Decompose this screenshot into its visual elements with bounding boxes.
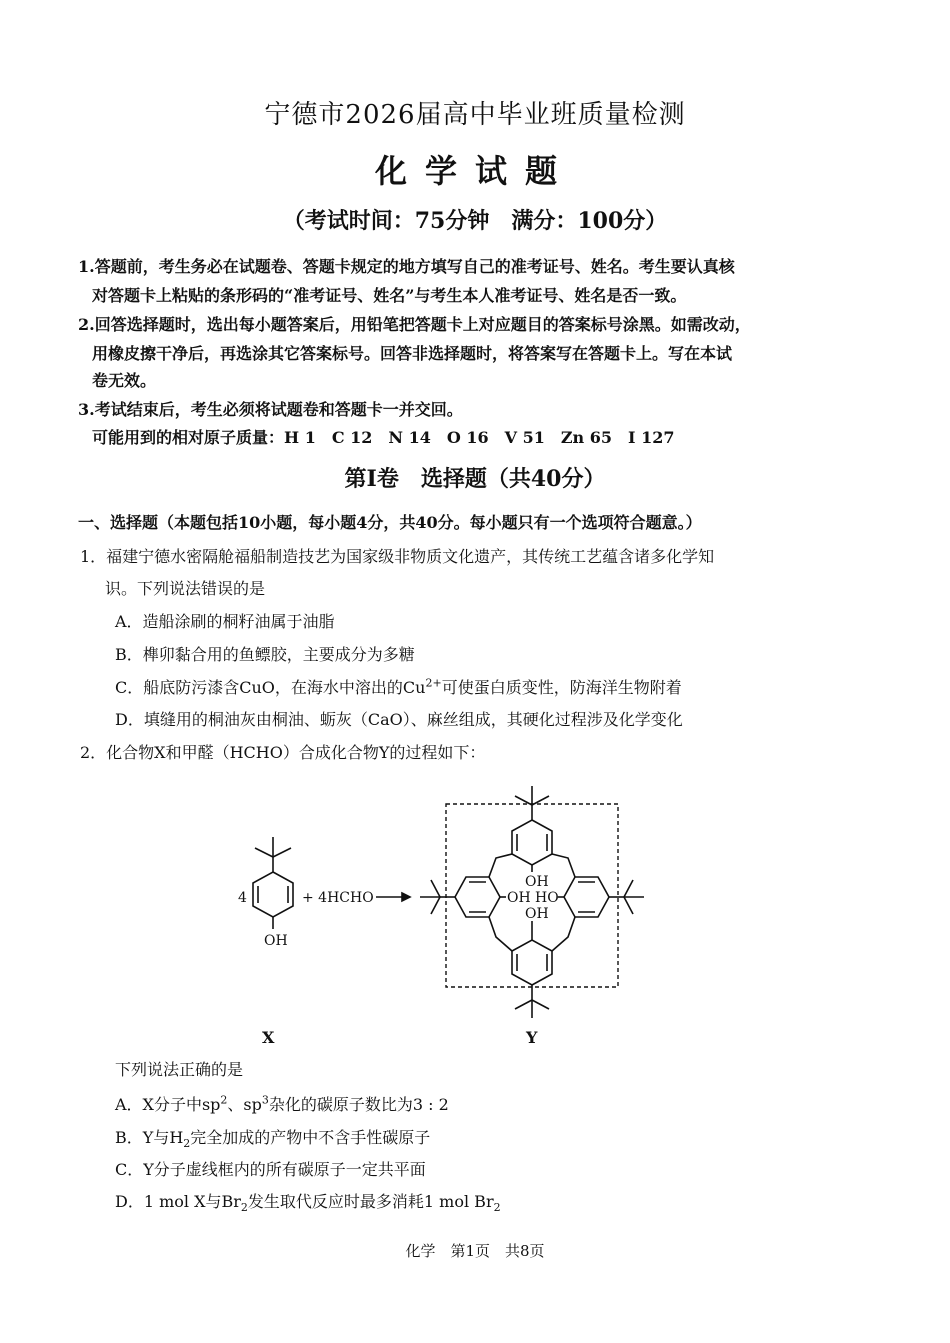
exam-school-title: 宁德市2026届高中毕业班质量检测: [264, 100, 686, 130]
instruction-2-line-3: 卷无效。: [92, 371, 157, 390]
dashed-frame: [446, 804, 618, 987]
exam-subject-title: 化学试题: [374, 152, 575, 190]
y-oh-bottom-label: OH: [525, 906, 549, 922]
y-oh-left-label: OH: [507, 890, 531, 906]
y-oh-top-label: OH: [525, 874, 549, 890]
instruction-1-line-2: 对答题卡上粘贴的条形码的“准考证号、姓名”与考生本人准考证号、姓名是否一致。: [92, 286, 687, 305]
instruction-3: 3.考试结束后，考生必须将试题卷和答题卡一并交回。: [78, 400, 463, 419]
reagent-hcho: + 4HCHO: [302, 890, 374, 906]
x-oh-label: OH: [264, 933, 288, 949]
q1-option-c: C．船底防污漆含CuO，在海水中溶出的$Cu^{2+}$可使蛋白质变性，防海洋生物附着: [115, 676, 682, 697]
reaction-arrow-head: [402, 893, 410, 901]
instruction-2-line-2: 用橡皮擦干净后，再选涂其它答案标号。回答非选择题时，将答案写在答题卡上。写在本试: [92, 344, 733, 363]
molecule-x-structure: [253, 837, 293, 929]
reaction-scheme: [0, 770, 950, 1070]
q2-option-c: C．Y分子虚线框内的所有碳原子一定共平面: [115, 1160, 426, 1179]
q2-option-d: D．1 mol X与$Br_2$发生取代反应时最多消耗1 mol $Br_2$: [115, 1192, 501, 1215]
y-ho-right-label: HO: [535, 890, 559, 906]
q2-prompt: 下列说法正确的是: [115, 1060, 244, 1079]
coefficient-4: 4: [238, 890, 247, 906]
q2-option-a: A．X分子中$sp^2$、$sp^3$杂化的碳原子数比为3 : 2: [115, 1093, 449, 1114]
section-title: 第Ⅰ卷 选择题（共40分）: [344, 466, 606, 492]
exam-time-info: （考试时间：75分钟 满分：100分）: [282, 208, 668, 234]
page-footer: 化学 第1页 共8页: [405, 1242, 545, 1260]
q1-stem-line-1: 1．福建宁德水密隔舱福船制造技艺为国家级非物质文化遗产，其传统工艺蕴含诸多化学知: [80, 547, 715, 566]
q1-option-a: A．造船涂刷的桐籽油属于油脂: [115, 612, 335, 631]
atomic-mass-line: 可能用到的相对原子质量：H 1 C 12 N 14 O 16 V 51 Zn 65 I 127: [92, 428, 675, 447]
q2-option-b: B．Y与$H_2$完全加成的产物中不含手性碳原子: [115, 1128, 431, 1151]
instruction-2-line-1: 2.回答选择题时，选出每小题答案后，用铅笔把答题卡上对应题目的答案标号涂黑。如需改动，: [78, 315, 751, 334]
q1-option-b: B．榫卯黏合用的鱼鳔胶，主要成分为多糖: [115, 645, 415, 664]
molecule-y-structure: [420, 786, 644, 1018]
instruction-1-line-1: 1.答题前，考生务必在试题卷、答题卡规定的地方填写自己的准考证号、姓名。考生要认真核: [78, 257, 735, 276]
q2-stem: 2．化合物X和甲醛（HCHO）合成化合物Y的过程如下：: [80, 743, 486, 762]
q1-stem-line-2: 识。下列说法错误的是: [105, 579, 266, 598]
part-title: 一、选择题（本题包括10小题，每小题4分，共40分。每小题只有一个选项符合题意。）: [78, 513, 702, 532]
compound-y-label: Y: [526, 1028, 538, 1047]
compound-x-label: X: [262, 1028, 275, 1047]
q1-option-d: D．填缝用的桐油灰由桐油、蛎灰（CaO）、麻丝组成，其硬化过程涉及化学变化: [115, 710, 683, 729]
